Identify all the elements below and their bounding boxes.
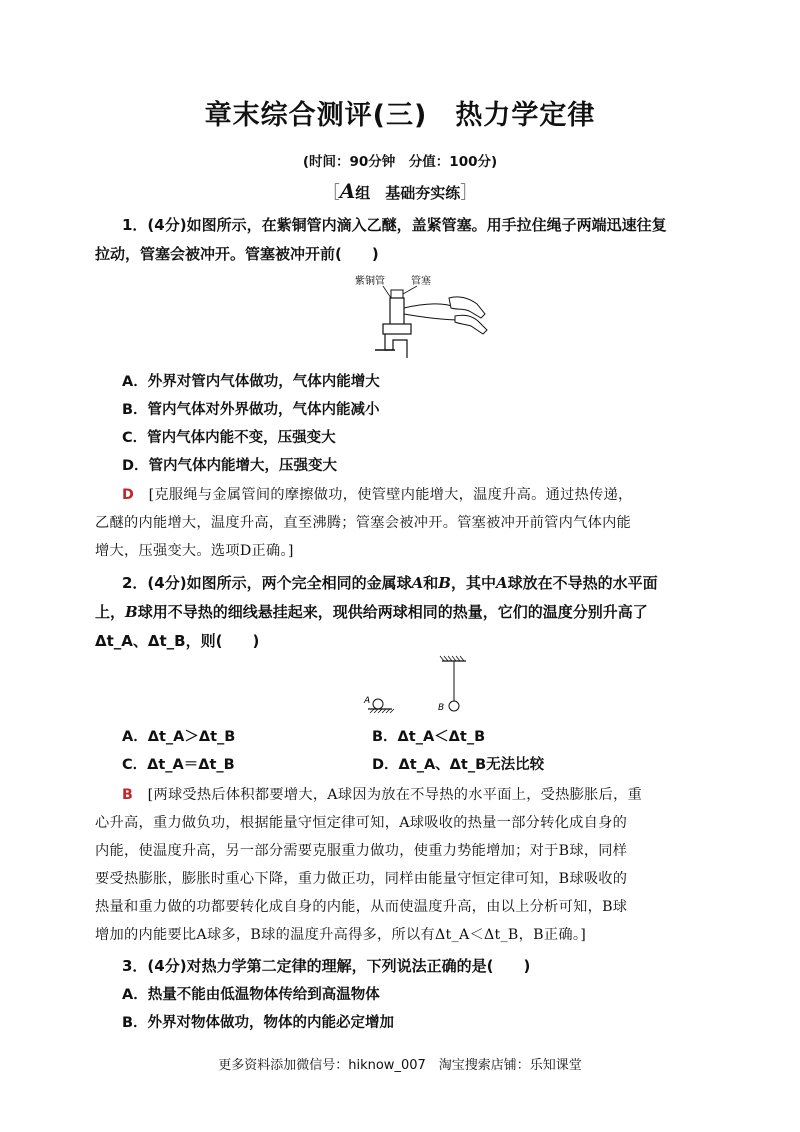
q1-option-c: C．管内气体内能不变，压强变大 xyxy=(122,430,336,446)
q1-option-b: B．管内气体对外界做功，气体内能减小 xyxy=(122,402,380,418)
q2-stem-line3: Δt_A、Δt_B，则( ) xyxy=(95,632,260,650)
q1-stem-line1: 1．(4分)如图所示，在紫铜管内滴入乙醚，盖紧管塞。用手拉住绳子两端迅速往复 xyxy=(122,216,667,234)
page-title: 章末综合测评(三) 热力学定律 xyxy=(204,100,596,131)
q3-stem: 3．(4分)对热力学第二定律的理解，下列说法正确的是( ) xyxy=(122,957,531,975)
footer-note: 更多资料添加微信号：hiknow_007 淘宝搜索店铺：乐知课堂 xyxy=(218,1058,582,1073)
q2-explanation-line5: 热量和重力做的功都要转化成自身的内能，从而使温度升高，由以上分析可知，B球 xyxy=(95,899,628,915)
q2-option-a: A．Δt_A＞Δt_B xyxy=(122,729,236,745)
q1-answer: D xyxy=(122,487,135,503)
group-heading xyxy=(0,178,800,203)
q2-explanation-line3: 内能，使温度升高，另一部分需要克服重力做功，使重力势能增加；对于B球，同样 xyxy=(95,843,628,859)
q2-answer: B xyxy=(122,787,134,803)
q2-option-b: B．Δt_A＜Δt_B xyxy=(372,729,486,745)
q2-explanation-line2: 心升高，重力做负功，根据能量守恒定律可知，A球吸收的热量一部分转化成自身的 xyxy=(95,815,628,831)
group-letter: A xyxy=(339,179,356,203)
q2-explanation-line6: 增加的内能要比A球多，B球的温度升高得多，所以有Δt_A＜Δt_B，B正确。] xyxy=(95,927,587,943)
q1-stem-line2: 拉动，管塞会被冲开。管塞被冲开前( ) xyxy=(95,245,379,263)
q1-figure-copper-tube xyxy=(345,268,495,360)
group-label: 组 基础夯实练 xyxy=(355,184,461,202)
q3-option-b: B．外界对物体做功，物体的内能必定增加 xyxy=(122,1015,395,1031)
q2-explanation-line1: B [两球受热后体积都要增大，A球因为放在不导热的水平面上，受热膨胀后，重 xyxy=(122,787,643,803)
q1-explanation-line3: 增大，压强变大。选项D正确。] xyxy=(95,543,294,559)
exam-info: (时间：90分钟 分值：100分) xyxy=(302,154,498,170)
q1-explanation-line1: D [克服绳与金属管间的摩擦做功，使管壁内能增大，温度升高。通过热传递， xyxy=(122,487,633,503)
q2-option-d: D．Δt_A、Δt_B无法比较 xyxy=(372,757,545,773)
q1-option-a: A．外界对管内气体做功，气体内能增大 xyxy=(122,374,380,390)
q2-option-c: C．Δt_A＝Δt_B xyxy=(122,757,235,773)
q1-explanation-line2: 乙醚的内能增大，温度升高，直至沸腾；管塞会被冲开。管塞被冲开前管内气体内能 xyxy=(95,515,632,531)
q2-explanation-line4: 要受热膨胀，膨胀时重心下降，重力做正功，同样由能量守恒定律可知，B球吸收的 xyxy=(95,871,628,887)
q2-fig-label-a: A xyxy=(364,696,371,706)
q1-option-d: D．管内气体内能增大，压强变大 xyxy=(122,458,338,474)
q3-option-a: A．热量不能由低温物体传给到高温物体 xyxy=(122,987,380,1003)
q1-fig-label-tube: 紫铜管 xyxy=(355,276,385,287)
q2-figure-two-balls xyxy=(358,655,468,717)
bracket-left: ［ xyxy=(322,183,340,203)
q1-fig-label-plug: 管塞 xyxy=(411,276,431,287)
q2-stem-line1: 2．(4分)如图所示，两个完全相同的金属球A和B，其中A球放在不导热的水平面 xyxy=(122,574,658,592)
q2-fig-label-b: B xyxy=(438,703,445,713)
bracket-right: ］ xyxy=(460,183,478,203)
q2-stem-line2: 上，B球用不导热的细线悬挂起来，现供给两球相同的热量，它们的温度分别升高了 xyxy=(95,603,648,621)
